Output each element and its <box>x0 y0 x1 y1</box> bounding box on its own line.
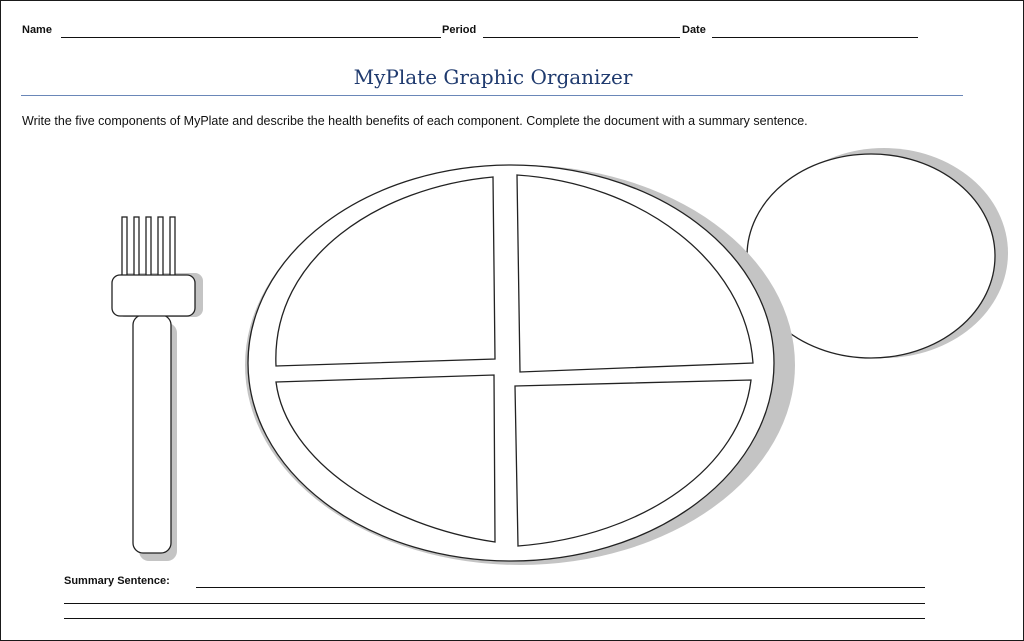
summary-line-2[interactable] <box>64 603 925 604</box>
name-label: Name <box>22 24 52 36</box>
myplate-diagram <box>1 1 1023 640</box>
fork-tine-5 <box>170 217 175 279</box>
instructions-text: Write the five components of MyPlate and describe the health benefits of each component. Complete the document with a summary sentence. <box>22 114 808 128</box>
summary-line-1[interactable] <box>196 587 925 588</box>
fork-tine-4 <box>158 217 163 279</box>
page-title: MyPlate Graphic Organizer <box>353 65 633 89</box>
fork-icon <box>112 217 203 561</box>
summary-line-3[interactable] <box>64 618 925 619</box>
date-label: Date <box>682 24 706 36</box>
plate <box>245 165 795 565</box>
fork-tine-2 <box>134 217 139 279</box>
fork-handle <box>133 315 171 553</box>
fork-tine-3 <box>146 217 151 279</box>
period-label: Period <box>442 24 477 36</box>
fork-head <box>112 275 195 316</box>
fork-tine-1 <box>122 217 127 279</box>
summary-sentence-label: Summary Sentence: <box>64 575 170 587</box>
